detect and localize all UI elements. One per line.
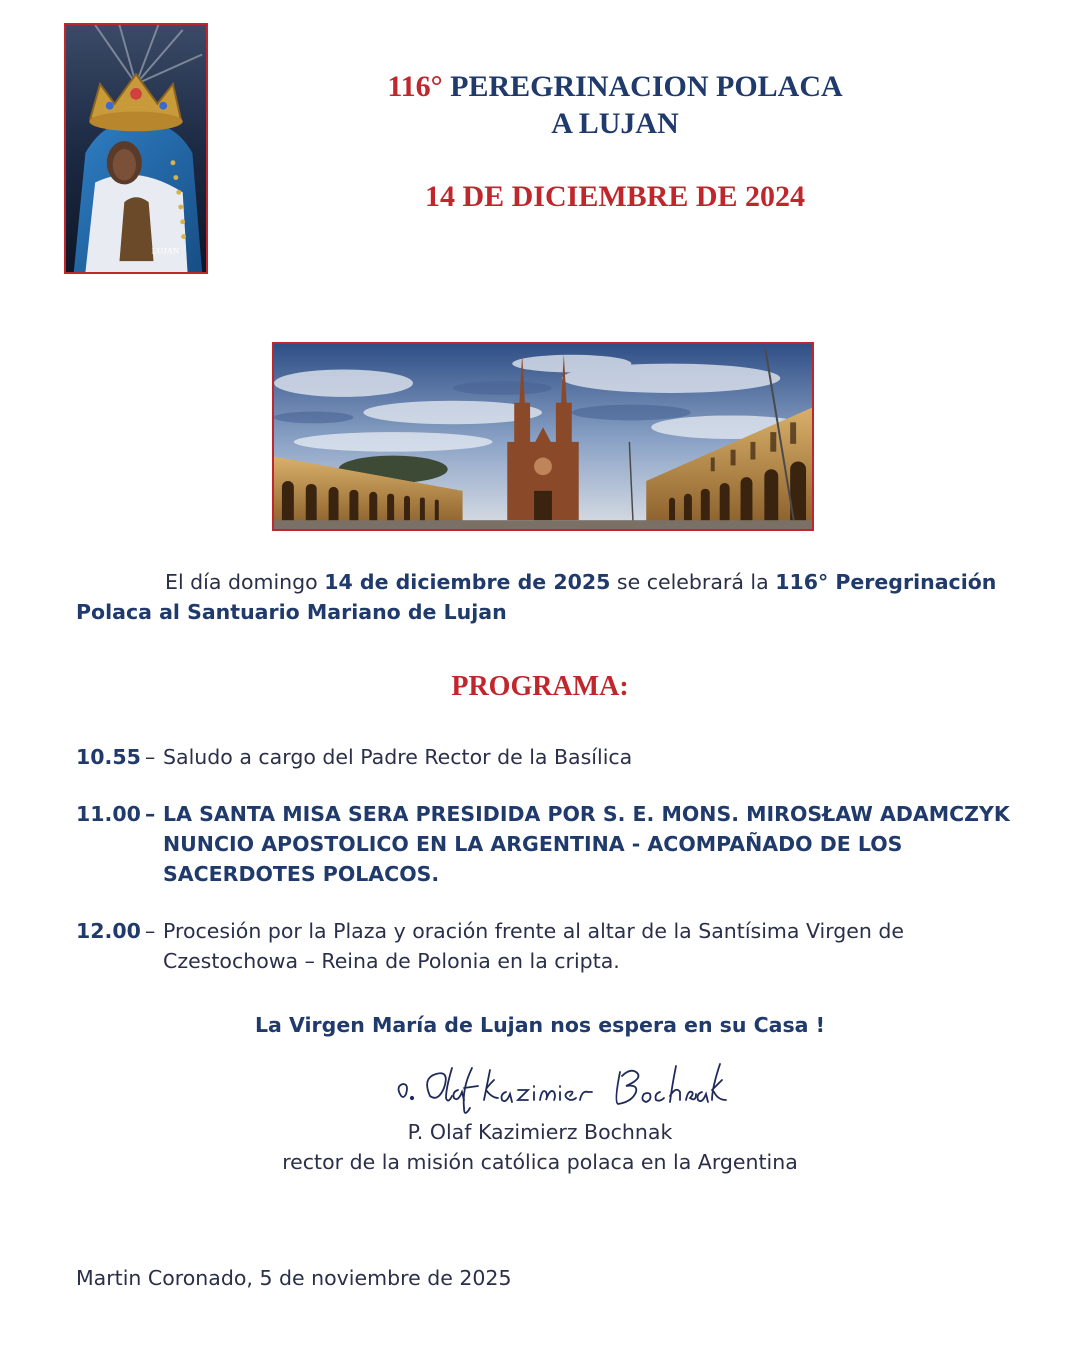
virgin-of-lujan-image — [64, 23, 208, 274]
handwritten-signature — [390, 1058, 730, 1118]
program-time-3: 12.00 — [76, 919, 141, 943]
program-dash-2: – — [145, 802, 156, 826]
program-time-2: 11.00 — [76, 802, 141, 826]
program-dash-3: – — [145, 919, 156, 943]
program-item-3-line-1: Procesión por la Plaza y oración frente al altar de la Santísima Virgen de — [163, 919, 905, 943]
program-time-1: 10.55 — [76, 745, 141, 769]
intro-text-1: El día domingo — [165, 570, 325, 594]
program-dash-1: – — [145, 745, 156, 769]
title-text: PEREGRINACION POLACA — [442, 70, 843, 103]
virgin-logo-text: LUJAN — [151, 245, 180, 256]
intro-text-2: se celebrará la — [610, 570, 776, 594]
program-item-2-line-1: LA SANTA MISA SERA PRESIDIDA POR S. E. MONS. MIROSŁAW ADAMCZYK — [163, 802, 1010, 826]
place-and-date: Martin Coronado, 5 de noviembre de 2025 — [76, 1266, 512, 1290]
intro-line-1 — [165, 567, 996, 597]
program-item-3-line-2: Czestochowa – Reina de Polonia en la cripta. — [163, 949, 620, 973]
intro-event: 116° Peregrinación — [775, 570, 997, 594]
program-item-1-line-1: Saludo a cargo del Padre Rector de la Basílica — [163, 745, 633, 769]
title-line-2: A LUJAN — [551, 107, 679, 140]
intro-date: 14 de diciembre de 2025 — [324, 570, 611, 594]
closing-message: La Virgen María de Lujan nos espera en su Casa ! — [254, 1013, 826, 1037]
title-number: 116° — [387, 70, 443, 103]
signatory-role: rector de la misión católica polaca en la Argentina — [282, 1150, 798, 1174]
basilica-of-lujan-image — [272, 342, 814, 531]
program-item-2-line-3: SACERDOTES POLACOS. — [163, 862, 440, 886]
signatory-name: P. Olaf Kazimierz Bochnak — [407, 1120, 673, 1144]
intro-line-2: Polaca al Santuario Mariano de Lujan — [76, 600, 507, 624]
event-date: 14 DE DICIEMBRE DE 2024 — [424, 180, 806, 213]
programa-heading: PROGRAMA: — [451, 671, 629, 702]
title-line-1 — [260, 70, 970, 104]
program-item-2-line-2: NUNCIO APOSTOLICO EN LA ARGENTINA - ACOMPAÑADO DE LOS — [163, 832, 903, 856]
